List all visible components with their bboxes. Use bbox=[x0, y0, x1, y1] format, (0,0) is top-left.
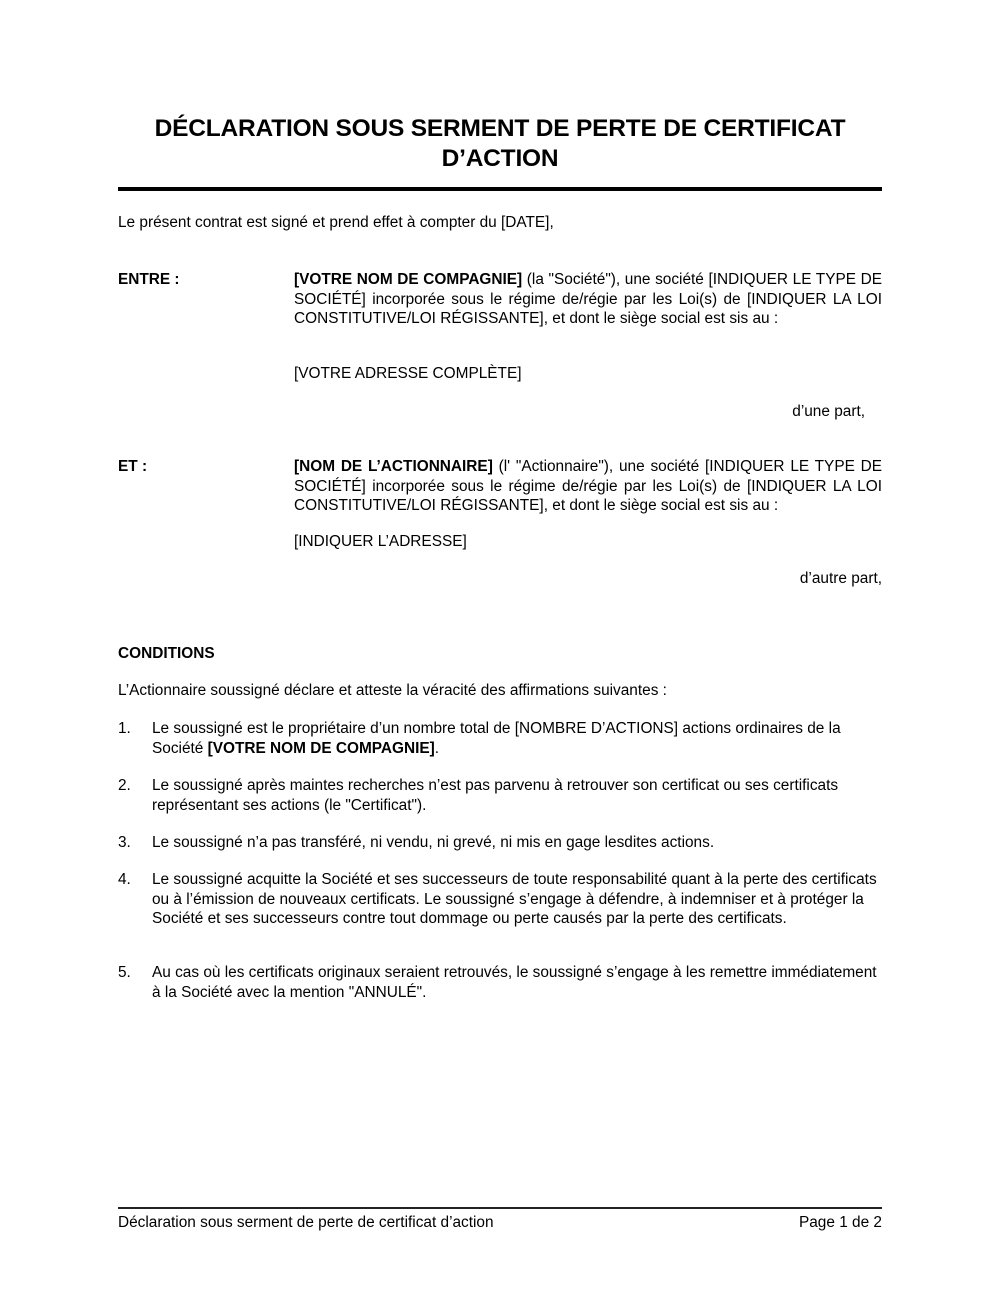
conditions-lead: L’Actionnaire soussigné déclare et atteste la véracité des affirmations suivantes : bbox=[118, 682, 667, 699]
party-first-closing: d’une part, bbox=[792, 403, 865, 420]
condition-text: Le soussigné acquitte la Société et ses successeurs de toute responsabilité quant à la perte des certificats ou à l’émission de nouveaux certificats. Le soussigné s’engage à défendre, à indemniser et à protéger la Société et ses successeurs contre tout dommage ou perte causés par la perte des certificats. bbox=[152, 871, 877, 927]
condition-text-part: Le soussigné est le propriétaire d’un nombre total de [NOMBRE D’ACTIONS] actions ordinaires de la Société bbox=[152, 720, 841, 757]
party-first-label: ENTRE : bbox=[118, 271, 180, 288]
condition-text bbox=[152, 719, 882, 758]
party-second-closing: d’autre part, bbox=[799, 570, 882, 587]
title-divider bbox=[118, 187, 882, 191]
condition-text: Au cas où les certificats originaux seraient retrouvés, le soussigné s’engage à les remettre immédiatement à la Société avec la mention "ANNULÉ". bbox=[152, 964, 877, 1001]
conditions-heading: CONDITIONS bbox=[118, 645, 215, 662]
document-page bbox=[118, 0, 882, 1290]
party-second-label: ET : bbox=[118, 458, 148, 475]
party-second-body bbox=[294, 457, 882, 516]
condition-number: 1. bbox=[118, 720, 131, 737]
title-line-1: DÉCLARATION SOUS SERMENT DE PERTE DE CERTIFICAT bbox=[154, 115, 846, 142]
condition-text-part: . bbox=[434, 739, 440, 757]
party-second-description: (l' "Actionnaire"), une société [INDIQUER LE TYPE DE SOCIÉTÉ] incorporée sous le régime de/régie par les Loi(s) de [INDIQUER LA LOI CONSTITUTIVE/LOI RÉGISSANTE], et dont le siège social est sis au : bbox=[294, 458, 883, 514]
party-first-body bbox=[294, 270, 882, 329]
party-second-address: [INDIQUER L’ADRESSE] bbox=[294, 533, 467, 550]
footer-divider bbox=[118, 1207, 882, 1209]
party-second-name: [NOM DE L’ACTIONNAIRE] bbox=[294, 458, 493, 475]
party-first-description: (la "Société"), une société [INDIQUER LE TYPE DE SOCIÉTÉ] incorporée sous le régime de/régie par les Loi(s) de [INDIQUER LA LOI CONSTITUTIVE/LOI RÉGISSANTE], et dont le siège social est sis au : bbox=[294, 271, 882, 327]
footer-page-indicator: Page 1 de 2 bbox=[798, 1214, 882, 1231]
company-name-placeholder: [VOTRE NOM DE COMPAGNIE] bbox=[207, 739, 435, 757]
condition-number: 5. bbox=[118, 964, 131, 981]
condition-text: Le soussigné n’a pas transféré, ni vendu, ni grevé, ni mis en gage lesdites actions. bbox=[152, 834, 715, 851]
condition-number: 3. bbox=[118, 834, 131, 851]
title-line-2: D’ACTION bbox=[441, 145, 559, 172]
document-title bbox=[118, 114, 882, 174]
intro-paragraph: Le présent contrat est signé et prend effet à compter du [DATE], bbox=[118, 214, 554, 231]
party-first-address: [VOTRE ADRESSE COMPLÈTE] bbox=[294, 365, 522, 382]
condition-text: Le soussigné après maintes recherches n’est pas parvenu à retrouver son certificat ou ses certificats représentant ses actions (le "Certificat"). bbox=[152, 777, 839, 814]
party-first-name: [VOTRE NOM DE COMPAGNIE] bbox=[294, 271, 523, 288]
footer-document-name: Déclaration sous serment de perte de certificat d’action bbox=[118, 1214, 494, 1231]
condition-number: 2. bbox=[118, 777, 131, 794]
condition-number: 4. bbox=[118, 871, 131, 888]
